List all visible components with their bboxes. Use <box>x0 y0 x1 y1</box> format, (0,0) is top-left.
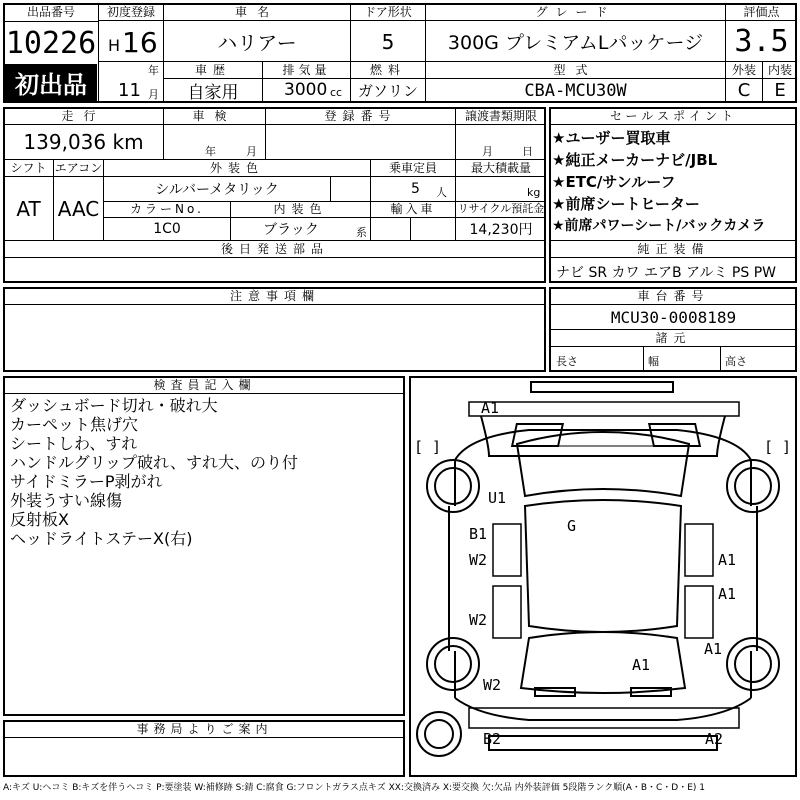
model-code: CBA-MCU30W <box>524 80 627 101</box>
inspection-year-unit: 年 <box>205 145 216 158</box>
equipment-list: ナビ SR カワ エアB アルミ PS PW <box>556 265 776 281</box>
inspector-note: ダッシュボード切れ・破れ大 <box>10 396 218 415</box>
transfer-day-unit: 日 <box>522 145 533 158</box>
mileage-value: 139,036 km <box>23 130 144 154</box>
legend-footer: A:キズ U:ヘコミ B:キズを伴うヘコミ P:要塗装 W:補修跡 S:錆 C:腐食 G:フロントガラス点キズ XX:交換済み X:要交換 欠:欠品 内外装評価 5段階ランク順(A・B・C・D・E) 1 <box>3 783 706 793</box>
recycle-fee-label: リサイクル預託金 <box>457 202 545 215</box>
color-number: 1C0 <box>153 221 181 237</box>
fuel-type: ガソリン <box>357 82 418 100</box>
import-label: 輸入車 <box>390 202 436 216</box>
car-name-label: 車名 <box>234 5 279 19</box>
height-label: 高さ <box>725 355 747 368</box>
lot-number: 10226 <box>5 25 97 61</box>
damage-mark: U1 <box>488 489 507 507</box>
mileage-label: 走行 <box>61 109 106 123</box>
damage-mark: W2 <box>469 551 488 569</box>
damage-mark: [ ] <box>414 438 442 456</box>
interior-grade-label: 内装 <box>767 63 792 77</box>
damage-mark: G <box>567 517 577 535</box>
damage-mark: A2 <box>705 730 724 748</box>
exterior-grade: C <box>737 80 751 101</box>
notes-title: 注意事項欄 <box>229 289 320 303</box>
door-type-label: ドア形状 <box>364 5 412 19</box>
history-label: 車歴 <box>194 63 231 77</box>
max-load-label: 最大積載量 <box>470 161 531 175</box>
exterior-color-label: 外装色 <box>209 161 264 175</box>
year-unit: 年 <box>148 64 159 77</box>
spec-title: 諸元 <box>655 331 692 345</box>
displacement-value: 3000 <box>284 80 328 100</box>
lot-number-label: 出品番号 <box>26 5 75 19</box>
transfer-month-unit: 月 <box>482 145 493 158</box>
inspector-note: シートしわ、すれ <box>10 434 138 453</box>
damage-mark: W2 <box>469 611 488 629</box>
registration-number-label: 登録番号 <box>324 109 397 123</box>
chassis-number-label: 車台番号 <box>637 289 710 303</box>
damage-mark: B1 <box>469 525 488 543</box>
displacement-unit: cc <box>330 86 343 99</box>
aircon-value: AAC <box>57 196 100 221</box>
sales-point-item: ★純正メーカーナビ/JBL <box>552 151 718 169</box>
first-registration-label: 初度登録 <box>106 5 155 19</box>
interior-grade: E <box>774 80 786 101</box>
later-parts-label: 後日発送部品 <box>220 242 329 256</box>
score-label: 評価点 <box>743 5 780 19</box>
length-label: 長さ <box>556 355 578 368</box>
exterior-color: シルバーメタリック <box>155 182 279 198</box>
registration-month: 11 <box>118 80 141 101</box>
capacity-label: 乗車定員 <box>388 161 437 175</box>
grade-label: グレード <box>535 5 616 19</box>
office-title: 事務局よりご案内 <box>136 722 273 736</box>
shift-value: AT <box>16 196 41 221</box>
width-label: 幅 <box>648 355 659 368</box>
aircon-label: エアコン <box>54 161 103 175</box>
inspector-note: 外装うすい線傷 <box>10 491 123 510</box>
inspector-note: ハンドルグリップ破れ、すれ大、のり付 <box>10 453 299 472</box>
evaluation-score: 3.5 <box>734 24 789 59</box>
damage-mark: B2 <box>483 730 502 748</box>
exterior-grade-label: 外装 <box>731 63 756 77</box>
damage-mark: [ ] <box>764 438 792 456</box>
model-code-label: 型式 <box>553 63 598 77</box>
registration-year: 16 <box>122 26 158 59</box>
capacity-value: 5 <box>411 181 420 197</box>
inspector-note: 反射板X <box>10 510 69 529</box>
interior-color: ブラック <box>263 222 319 238</box>
displacement-label: 排気量 <box>282 63 331 77</box>
capacity-unit: 人 <box>436 186 447 199</box>
damage-mark: A1 <box>632 656 651 674</box>
car-history: 自家用 <box>187 83 239 102</box>
color-number-label: カラーNo. <box>130 202 204 216</box>
registration-era: H <box>108 36 121 55</box>
inspector-note: サイドミラーP剥がれ <box>10 472 163 491</box>
grade-value: 300G プレミアムLパッケージ <box>447 32 704 54</box>
fuel-label: 燃料 <box>369 63 406 77</box>
shift-label: シフト <box>10 161 47 175</box>
recycle-fee: 14,230円 <box>469 222 533 238</box>
first-listing-badge: 初出品 <box>5 64 97 101</box>
door-count: 5 <box>381 29 395 54</box>
sales-point-item: ★前席パワーシート/バックカメラ <box>552 218 766 234</box>
inspector-note: ヘッドライトステーX(右) <box>10 529 193 548</box>
damage-mark: A1 <box>718 585 737 603</box>
equipment-title: 純正装備 <box>637 242 710 256</box>
car-outline-diagram <box>409 376 797 777</box>
month-unit: 月 <box>148 88 159 101</box>
interior-color-unit: 系 <box>356 226 367 239</box>
sales-point-item: ★ETC/サンルーフ <box>552 173 676 191</box>
inspection-label: 車検 <box>192 109 237 123</box>
interior-color-label: 内装色 <box>273 202 328 216</box>
damage-mark: W2 <box>483 676 502 694</box>
transfer-docs-label: 譲渡書類期限 <box>464 109 537 123</box>
inspection-month-unit: 月 <box>246 145 257 158</box>
inspector-note: カーペット焦げ穴 <box>10 415 139 434</box>
damage-mark: A1 <box>718 551 737 569</box>
sales-point-item: ★前席シートヒーター <box>552 195 700 213</box>
inspector-title: 検査員記入欄 <box>153 378 256 392</box>
max-load-unit: kg <box>527 186 541 199</box>
sales-point-item: ★ユーザー買取車 <box>552 129 671 147</box>
damage-mark: A1 <box>704 640 723 658</box>
sales-points-title: セールスポイント <box>610 109 737 123</box>
damage-mark: A1 <box>481 399 500 417</box>
car-name: ハリアー <box>217 31 297 55</box>
chassis-number: MCU30-0008189 <box>610 307 737 327</box>
